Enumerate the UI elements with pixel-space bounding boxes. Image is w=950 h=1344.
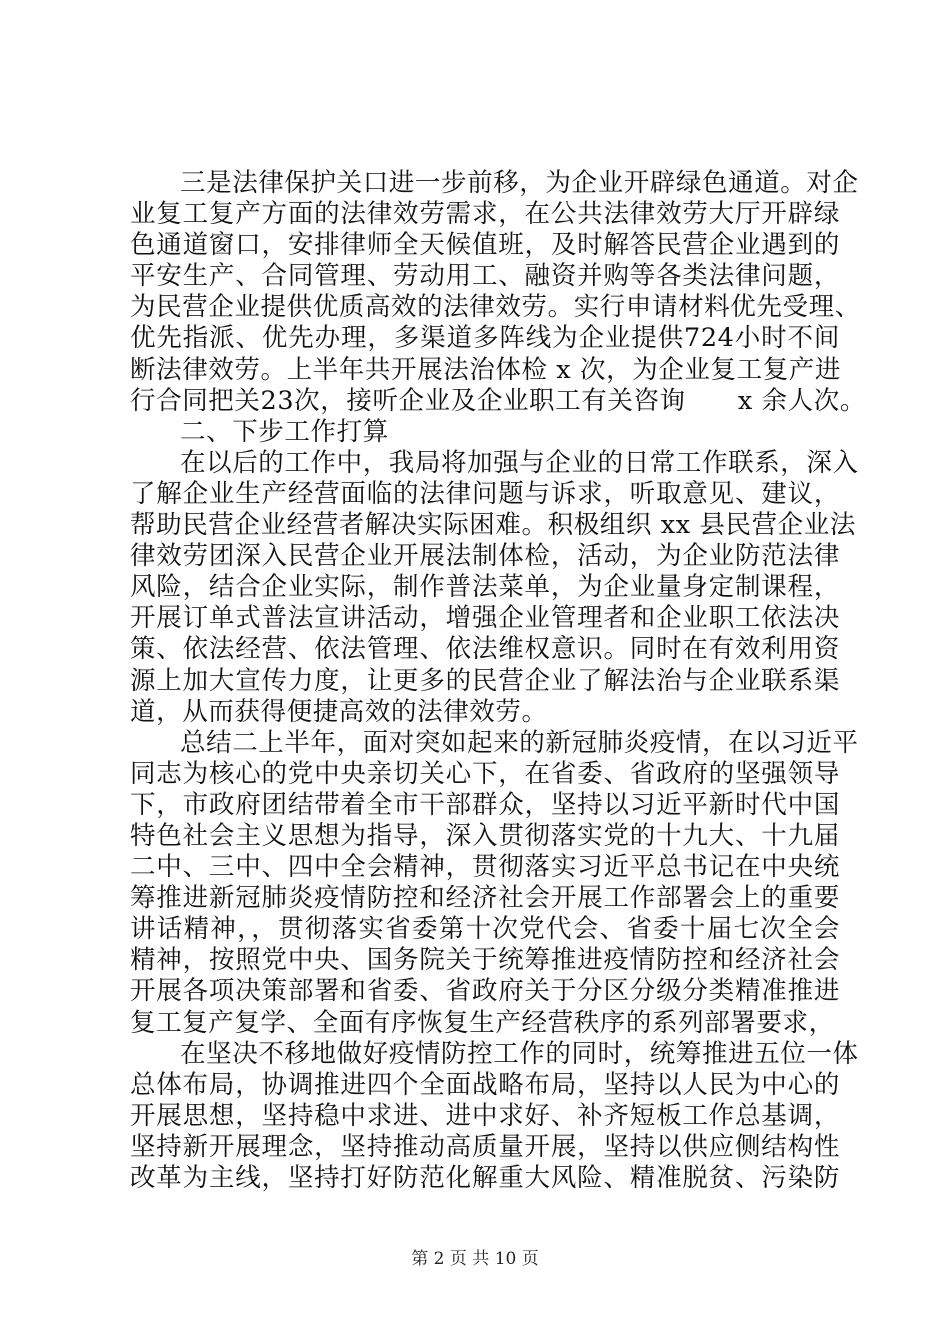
text-line: 道，从而获得便捷高效的法律效劳。	[130, 696, 548, 727]
paragraph-summary	[130, 727, 859, 1039]
text-line: 风险，结合企业实际，制作普法菜单，为企业量身定制课程，	[130, 572, 840, 603]
document-body	[130, 168, 866, 1194]
text-line: 为民营企业提供优质高效的法律效劳。实行申请材料优先受理、	[130, 292, 861, 323]
text-line: 坚持新开展理念，坚持推动高质量开展，坚持以供应侧结构性	[130, 1131, 840, 1162]
text-line: 业复工复产方面的法律效劳需求，在公共法律效劳大厅开辟绿	[130, 199, 840, 230]
text-line: 律效劳团深入民营企业开展法制体检，活动，为企业防范法律	[130, 541, 840, 572]
text-line: 行合同把关23次，接听企业及企业职工有关咨询 x 余人次。	[130, 385, 866, 416]
text-line: 平安生产、合同管理、劳动用工、融资并购等各类法律问题，	[130, 261, 840, 292]
text-line: 策、依法经营、依法管理、依法维权意识。同时在有效利用资	[130, 634, 840, 665]
text-line: 优先指派、优先办理，多渠道多阵线为企业提供724小时不间	[130, 323, 840, 354]
text-line: 在坚决不移地做好疫情防控工作的同时，统筹推进五位一体	[180, 1038, 859, 1069]
text-line: 色通道窗口，安排律师全天候值班，及时解答民营企业遇到的	[130, 230, 840, 261]
text-line: 在以后的工作中，我局将加强与企业的日常工作联系，深入	[180, 447, 859, 478]
text-line: 特色社会主义思想为指导，深入贯彻落实党的十九大、十九届	[130, 820, 840, 851]
text-line: 开展各项决策部署和省委、省政府关于分区分级分类精准推进	[130, 976, 840, 1007]
text-line: 开展订单式普法宣讲活动，增强企业管理者和企业职工依法决	[130, 603, 840, 634]
paragraph-future-work	[130, 447, 859, 728]
paragraph-legal-protection	[130, 168, 866, 417]
text-line: 三是法律保护关口进一步前移，为企业开辟绿色通道。对企	[180, 168, 859, 198]
text-line: 同志为核心的党中央亲切关心下，在省委、省政府的坚强领导	[130, 758, 840, 789]
text-line: 总体布局，协调推进四个全面战略布局，坚持以人民为中心的	[130, 1069, 840, 1100]
text-line: 筹推进新冠肺炎疫情防控和经济社会开展工作部署会上的重要	[130, 883, 840, 914]
text-line: 断法律效劳。上半年共开展法治体检 x 次，为企业复工复产进	[130, 354, 841, 385]
section-heading	[130, 417, 840, 448]
text-line: 开展思想，坚持稳中求进、进中求好、补齐短板工作总基调，	[130, 1100, 840, 1131]
text-line: 二中、三中、四中全会精神，贯彻落实习近平总书记在中央统	[130, 852, 840, 883]
text-line: 讲话精神，，贯彻落实省委第十次党代会、省委十届七次全会	[130, 914, 840, 945]
heading-next-steps: 二、下步工作打算	[180, 416, 389, 447]
paragraph-epidemic-control	[130, 1038, 859, 1194]
text-line: 复工复产复学、全面有序恢复生产经营秩序的系列部署要求，	[130, 1007, 835, 1038]
text-line: 帮助民营企业经营者解决实际困难。积极组织 xx 县民营企业法	[130, 510, 856, 541]
text-line: 改革为主线，坚持打好防范化解重大风险、精准脱贫、污染防	[130, 1163, 840, 1193]
text-line: 了解企业生产经营面临的法律问题与诉求，听取意见、建议，	[130, 478, 840, 509]
text-line: 精神，按照党中央、国务院关于统筹推进疫情防控和经济社会	[130, 945, 840, 976]
text-line: 源上加大宣传力度，让更多的民营企业了解法治与企业联系渠	[130, 665, 840, 696]
page-number-footer: 第 2 页 共 10 页	[411, 1249, 539, 1269]
text-line: 下，市政府团结带着全市干部群众，坚持以习近平新时代中国	[130, 789, 840, 820]
text-line: 总结二上半年，面对突如起来的新冠肺炎疫情，在以习近平	[180, 727, 859, 758]
